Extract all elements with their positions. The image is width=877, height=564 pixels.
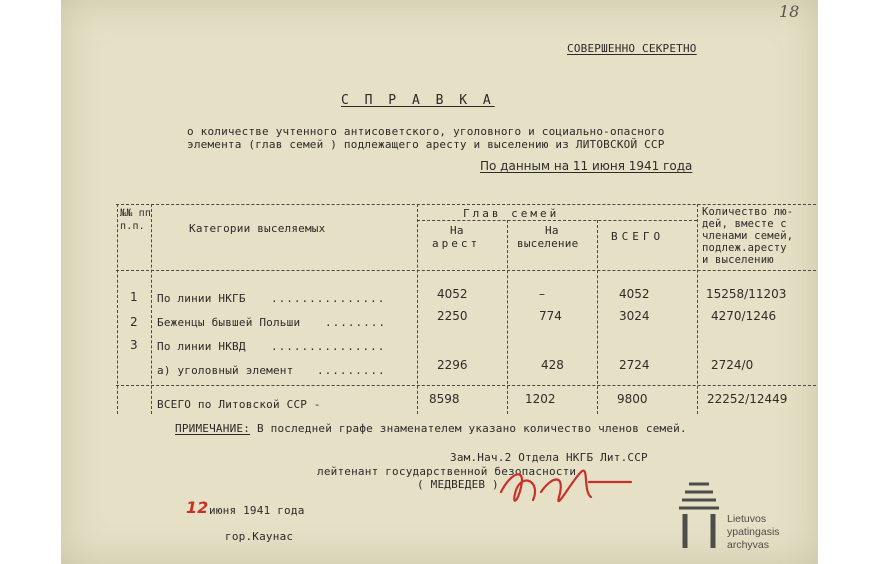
row-exile: 428 [541,358,564,372]
classification-stamp: СОВЕРШЕННО СЕКРЕТНО [567,42,697,55]
row-category: По линии НКГБ [157,292,246,305]
logo-line-1: Lietuvos [727,513,767,525]
date-month-year: июня 1941 года [209,504,305,517]
header-people-line1: Количество лю- [702,206,794,218]
date-line: По данным на 11 июня 1941 года [480,159,693,173]
total-exile: 1202 [525,392,556,406]
note-text: В последней графе знаменателем указано количество членов семей. [257,422,687,435]
row-exile: 774 [539,309,562,323]
header-category: Категории выселяемых [189,222,326,235]
row-leader-dots: ............... [271,340,386,353]
document-page [61,0,818,564]
row-exile: – [539,287,545,301]
total-arrest: 8598 [429,392,460,406]
row-arrest: 4052 [437,287,468,301]
row-total: 3024 [619,309,650,323]
note-label: ПРИМЕЧАНИЕ: [175,422,251,435]
row-leader-dots: ......... [317,364,386,377]
header-arrest-line2: арест [432,237,481,250]
signature-mark [471,452,641,524]
signer-rank: лейтенант государственной безопасности [317,465,577,478]
signer-position: Зам.Нач.2 Отдела НКГБ Лит.ССР [450,451,648,464]
archive-logo-icon [679,480,719,550]
header-people-line5: и выселению [702,254,774,266]
header-people-line4: подлеж.аресту [702,242,787,254]
header-num-line1: №№ пп [120,208,152,219]
header-exile-line2: выселение [517,237,579,250]
header-num-line2: п.п. [120,221,145,232]
row-category: Беженцы бывшей Польши [157,316,301,329]
date-day-handwritten: 12 [186,498,209,517]
document-title: С П Р А В К А [341,93,495,108]
row-leader-dots: ........ [325,316,386,329]
row-arrest: 2250 [437,309,468,323]
logo-line-3: archyvas [727,539,770,551]
row-category: а) уголовный элемент [157,364,294,377]
row-num: 3 [130,338,138,352]
signer-name: ( МЕДВЕДЕВ ) [417,478,499,491]
header-exile-line1: На [545,224,559,237]
header-arrest-line1: На [450,224,464,237]
row-total: 4052 [619,287,650,301]
header-total: ВСЕГО [611,230,665,243]
page-number: 18 [779,2,800,21]
row-num: 1 [130,290,138,304]
subtitle-line-1: о количестве учтенного антисоветского, уголовного и социально-опасного [187,125,665,138]
row-category: По линии НКВД [157,340,246,353]
row-people: 15258/11203 [706,287,787,301]
total-people: 22252/12449 [707,392,788,406]
subtitle-line-2: элемента (глав семей ) подлежащего аресту и выселению из ЛИТОВСКОЙ ССР [187,138,665,151]
city-line: гор.Каунас [225,530,294,543]
row-arrest: 2296 [437,358,468,372]
header-people-line3: членами семей, [702,230,794,242]
row-total: 2724 [619,358,650,372]
row-people: 2724/0 [711,358,754,372]
total-row-label: ВСЕГО по Литовской ССР - [157,398,321,411]
logo-line-2: ypatingasis [727,526,780,538]
row-people: 4270/1246 [711,309,777,323]
row-leader-dots: ............... [271,292,386,305]
total-total: 9800 [617,392,648,406]
header-people-line2: дей, вместе с [702,218,787,230]
header-group-heads: Глав семей [463,207,560,220]
row-num: 2 [130,315,138,329]
